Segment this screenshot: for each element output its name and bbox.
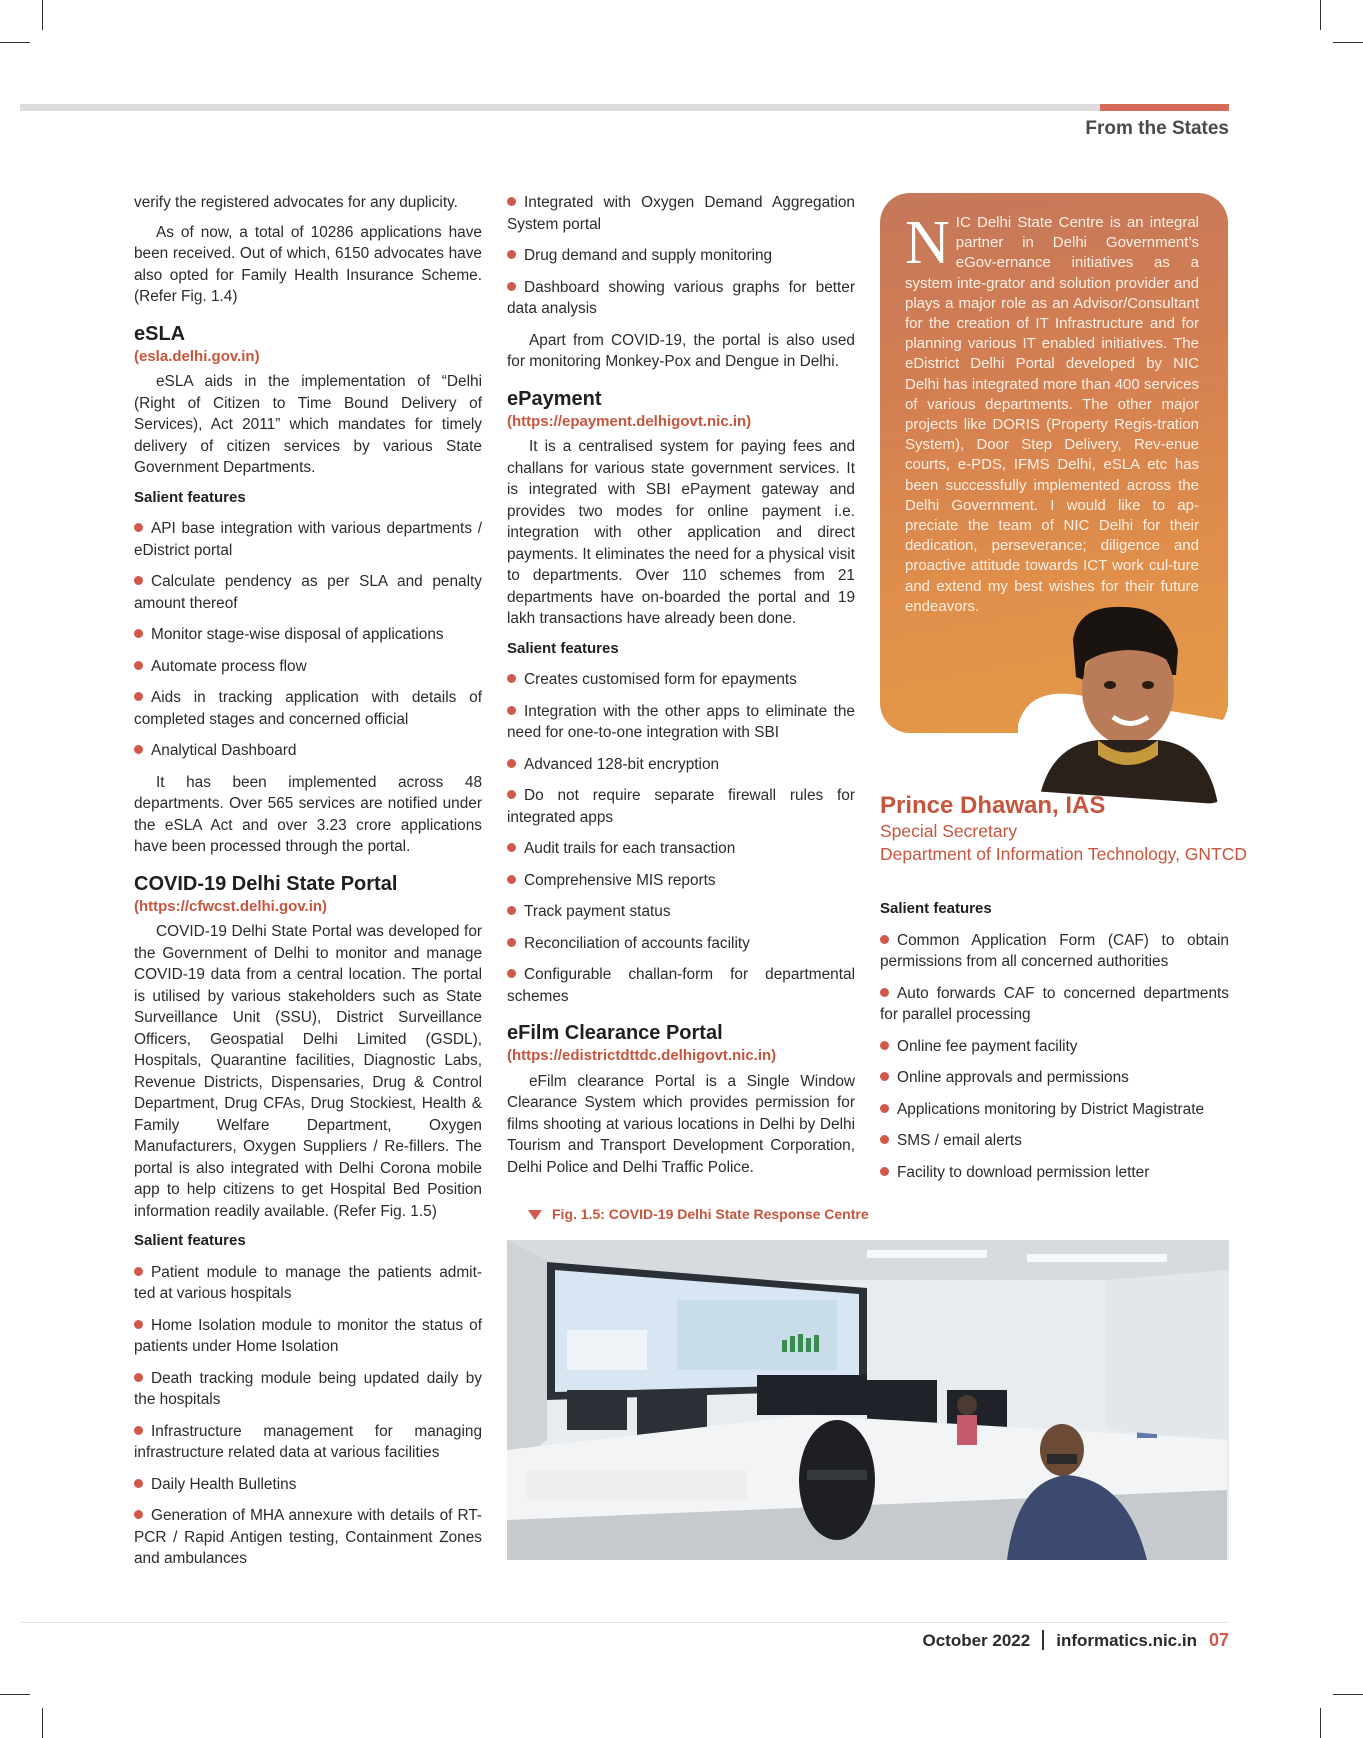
- list-item: Comprehensive MIS reports: [507, 870, 855, 892]
- list-item: API base integration with various departments / eDistrict portal: [134, 520, 482, 559]
- bullet-icon: [134, 1267, 143, 1276]
- bullet-icon: [507, 282, 516, 291]
- header-rule: [20, 104, 1229, 111]
- quote-text: IC Delhi State Centre is an integral partner in Delhi Government’s eGov-ernance initiatives as a system inte-grator and solution provider and plays a major role as an Advisor/Consultant for the creation of IT Infrastructure and for planning various IT enabled initiatives. The eDistrict Delhi Portal developed by NIC Delhi has integrated more than 400 services of various departments. The other major projects like DORIS (Property Regis-tration System), Door Step Delivery, Rev-enue courts, e-PDS, IFMS Delhi, eSLA etc has been successfully implemented across the Delhi Government. I would like to ap-preciate the team of NIC Delhi for their dedication, perseverance; diligence and proactive attitude towards ICT work cul-ture and extend my best wishes for their future endeavors.: [905, 214, 1199, 615]
- list-item: Integration with the other apps to eliminate the need for one-to-one integration with SBI: [507, 702, 855, 741]
- list-item: Calculate pendency as per SLA and penalty amount thereof: [134, 573, 482, 612]
- website: informatics.nic.in: [1056, 1631, 1197, 1650]
- person-role: [880, 820, 1247, 866]
- bullet-icon: [134, 661, 143, 670]
- list-item: SMS / email alerts: [880, 1130, 1229, 1152]
- bullet-icon: [880, 988, 889, 997]
- bullet-icon: [507, 197, 516, 206]
- list-item: Automate process flow: [134, 656, 482, 678]
- page-number: 07: [1208, 1630, 1229, 1650]
- epayment-url: (https://epayment.delhigovt.nic.in): [507, 412, 752, 430]
- bullet-icon: [507, 250, 516, 259]
- header-accent-bar: [1100, 104, 1229, 111]
- bullet-icon: [507, 969, 516, 978]
- bullet-icon: [507, 875, 516, 884]
- crop-mark: [0, 1694, 30, 1695]
- bullet-icon: [880, 1135, 889, 1144]
- covid-body: COVID-19 Delhi State Portal was developed for the Government of Delhi to monitor and manage COVID-19 data from a central location. The portal is utilised by various stakeholders such as State Surveillance Unit (SSU), District Surveillance Officers, Geospatial Delhi Limited (GSDL), Hospitals, Quarantine facilities, Diagnostic Labs, Revenue Districts, Dispensaries, Drug & Control Department, Drug CFAs, Drug Stockiest, Health & Family Welfare Department, Oxygen Manufacturers, Oxygen Suppliers / Re-fillers. The portal is also integrated with Delhi Corona mobile app to help citizens to get Hospital Bed Position information readily available. (Refer Fig. 1.5): [134, 923, 482, 1220]
- list-item: Dashboard showing various graphs for better data analysis: [507, 278, 855, 317]
- person-title: Special Secretary: [880, 821, 1018, 841]
- list-item: Do not require separate firewall rules for integrated apps: [507, 787, 855, 826]
- bullet-icon: [507, 674, 516, 683]
- salient-features-heading: Salient features: [880, 900, 992, 917]
- covid-closing: Apart from COVID-19, the portal is also used for monitoring Monkey-Pox and Dengue in Delhi.: [507, 331, 855, 370]
- issue-date: October 2022: [922, 1631, 1031, 1650]
- epayment-heading: ePayment: [507, 387, 602, 410]
- efilm-body: eFilm clearance Portal is a Single Window Clearance System which provides permission for films shooting at various locations in Delhi by Delhi Tourism and Transport Development Corporation, Delhi Police and Delhi Traffic Police.: [507, 1072, 855, 1176]
- bullet-icon: [507, 843, 516, 852]
- footer-separator: [1042, 1630, 1044, 1650]
- epayment-features-list: [507, 669, 855, 1007]
- efilm-heading: eFilm Clearance Portal: [507, 1022, 723, 1044]
- crop-mark: [0, 42, 30, 43]
- bullet-icon: [507, 706, 516, 715]
- dropcap: N: [905, 209, 950, 277]
- list-item: Facility to download permission letter: [880, 1162, 1229, 1184]
- crop-mark: [42, 0, 43, 30]
- esla-heading: eSLA: [134, 322, 186, 345]
- list-item: Track payment status: [507, 901, 855, 923]
- crop-mark: [1333, 42, 1363, 43]
- list-item: Reconciliation of accounts facility: [507, 933, 855, 955]
- list-item: Home Isolation module to monitor the status of patients under Home Isolation: [134, 1316, 482, 1355]
- salient-features-heading: Salient features: [134, 488, 246, 506]
- person-department: Department of Information Technology, GNTCD: [880, 844, 1248, 864]
- salient-features-heading: Salient features: [134, 1232, 246, 1249]
- paragraph: As of now, a total of 10286 applications have been received. Out of which, 6150 advocates have also opted for Family Health Insurance Scheme. (Refer Fig. 1.4): [134, 223, 482, 305]
- list-item: Aids in tracking application with details of completed stages and concerned official: [134, 689, 482, 728]
- bullet-icon: [134, 1426, 143, 1435]
- column-left: [134, 192, 482, 1580]
- crop-mark: [1320, 0, 1321, 30]
- bullet-icon: [880, 1104, 889, 1113]
- esla-features-list: [134, 518, 482, 762]
- bullet-icon: [880, 1167, 889, 1176]
- bullet-icon: [880, 1072, 889, 1081]
- list-item: Advanced 128-bit encryption: [507, 754, 855, 776]
- covid-features-continued: [507, 192, 855, 320]
- list-item: Audit trails for each transaction: [507, 838, 855, 860]
- bullet-icon: [134, 1373, 143, 1382]
- salient-features-heading: Salient features: [507, 639, 619, 657]
- column-middle: [507, 192, 855, 1186]
- list-item: Generation of MHA annexure with details of RT-PCR / Rapid Antigen testing, Containment Zones and ambulances: [134, 1507, 482, 1567]
- crop-mark: [1333, 1694, 1363, 1695]
- list-item: Death tracking module being updated daily by the hospitals: [134, 1369, 482, 1408]
- portrait-image: [1018, 605, 1223, 805]
- bullet-icon: [134, 1479, 143, 1488]
- bullet-icon: [134, 745, 143, 754]
- covid-url: (https://cfwcst.delhi.gov.in): [134, 897, 328, 915]
- epayment-body: It is a centralised system for paying fees and challans for various state government services. It is integrated with SBI ePayment gateway and provides two modes for online payment i.e. integration with other application and direct payments. It eliminates the need for a physical visit to departments. Over 110 schemes from 21 departments have on-boarded the portal and 19 lakh transactions have already been done.: [507, 438, 855, 627]
- bullet-icon: [134, 1510, 143, 1519]
- paragraph: verify the registered advocates for any duplicity.: [134, 194, 458, 211]
- esla-url: (esla.delhi.gov.in): [134, 347, 260, 365]
- response-centre-photo: [507, 1240, 1229, 1560]
- list-item: Integrated with Oxygen Demand Aggregation System portal: [507, 194, 855, 233]
- list-item: Auto forwards CAF to concerned departments for parallel processing: [880, 984, 1229, 1023]
- bullet-icon: [507, 906, 516, 915]
- bullet-icon: [134, 629, 143, 638]
- bullet-icon: [507, 790, 516, 799]
- bullet-icon: [507, 938, 516, 947]
- crop-mark: [1320, 1708, 1321, 1738]
- triangle-down-icon: [528, 1210, 542, 1220]
- list-item: Analytical Dashboard: [134, 740, 482, 762]
- footer-rule: [20, 1622, 1229, 1623]
- list-item: Applications monitoring by District Magistrate: [880, 1099, 1229, 1121]
- list-item: Configurable challan-form for departmental schemes: [507, 966, 855, 1005]
- list-item: Monitor stage-wise disposal of applications: [134, 624, 482, 646]
- list-item: Patient module to manage the patients admit-ted at various hospitals: [134, 1263, 482, 1302]
- bullet-icon: [134, 576, 143, 585]
- list-item: Drug demand and supply monitoring: [507, 245, 855, 267]
- footer: [922, 1630, 1229, 1651]
- esla-closing: It has been implemented across 48 departments. Over 565 services are notified under the eSLA Act and over 3.23 crore applications have been processed through the portal.: [134, 773, 482, 855]
- column-right: [880, 898, 1229, 1193]
- list-item: Daily Health Bulletins: [134, 1474, 482, 1496]
- list-item: Creates customised form for epayments: [507, 669, 855, 691]
- esla-body: eSLA aids in the implementation of “Delhi (Right of Citizen to Time Bound Delivery of Services), Act 2011” which mandates for timely delivery of citizen services by various State Government Departments.: [134, 373, 482, 476]
- bullet-icon: [134, 1320, 143, 1329]
- list-item: Online fee payment facility: [880, 1036, 1229, 1058]
- efilm-url: (https://edistrictdttdc.delhigovt.nic.in): [507, 1047, 777, 1064]
- list-item: Infrastructure management for managing infrastructure related data at various facilities: [134, 1422, 482, 1461]
- bullet-icon: [880, 1041, 889, 1050]
- list-item: Common Application Form (CAF) to obtain permissions from all concerned authorities: [880, 931, 1229, 970]
- person-name: Prince Dhawan, IAS: [880, 792, 1106, 819]
- covid-heading: COVID-19 Delhi State Portal: [134, 872, 398, 895]
- list-item: Online approvals and permissions: [880, 1067, 1229, 1089]
- section-title: From the States: [1085, 118, 1229, 139]
- bullet-icon: [134, 523, 143, 532]
- bullet-icon: [134, 692, 143, 701]
- crop-mark: [42, 1708, 43, 1738]
- bullet-icon: [507, 759, 516, 768]
- quote-text-block: [905, 209, 1199, 617]
- figure-caption: Fig. 1.5: COVID-19 Delhi State Response Centre: [528, 1206, 869, 1222]
- efilm-features-list: [880, 930, 1229, 1184]
- bullet-icon: [880, 935, 889, 944]
- covid-features-list: [134, 1262, 482, 1570]
